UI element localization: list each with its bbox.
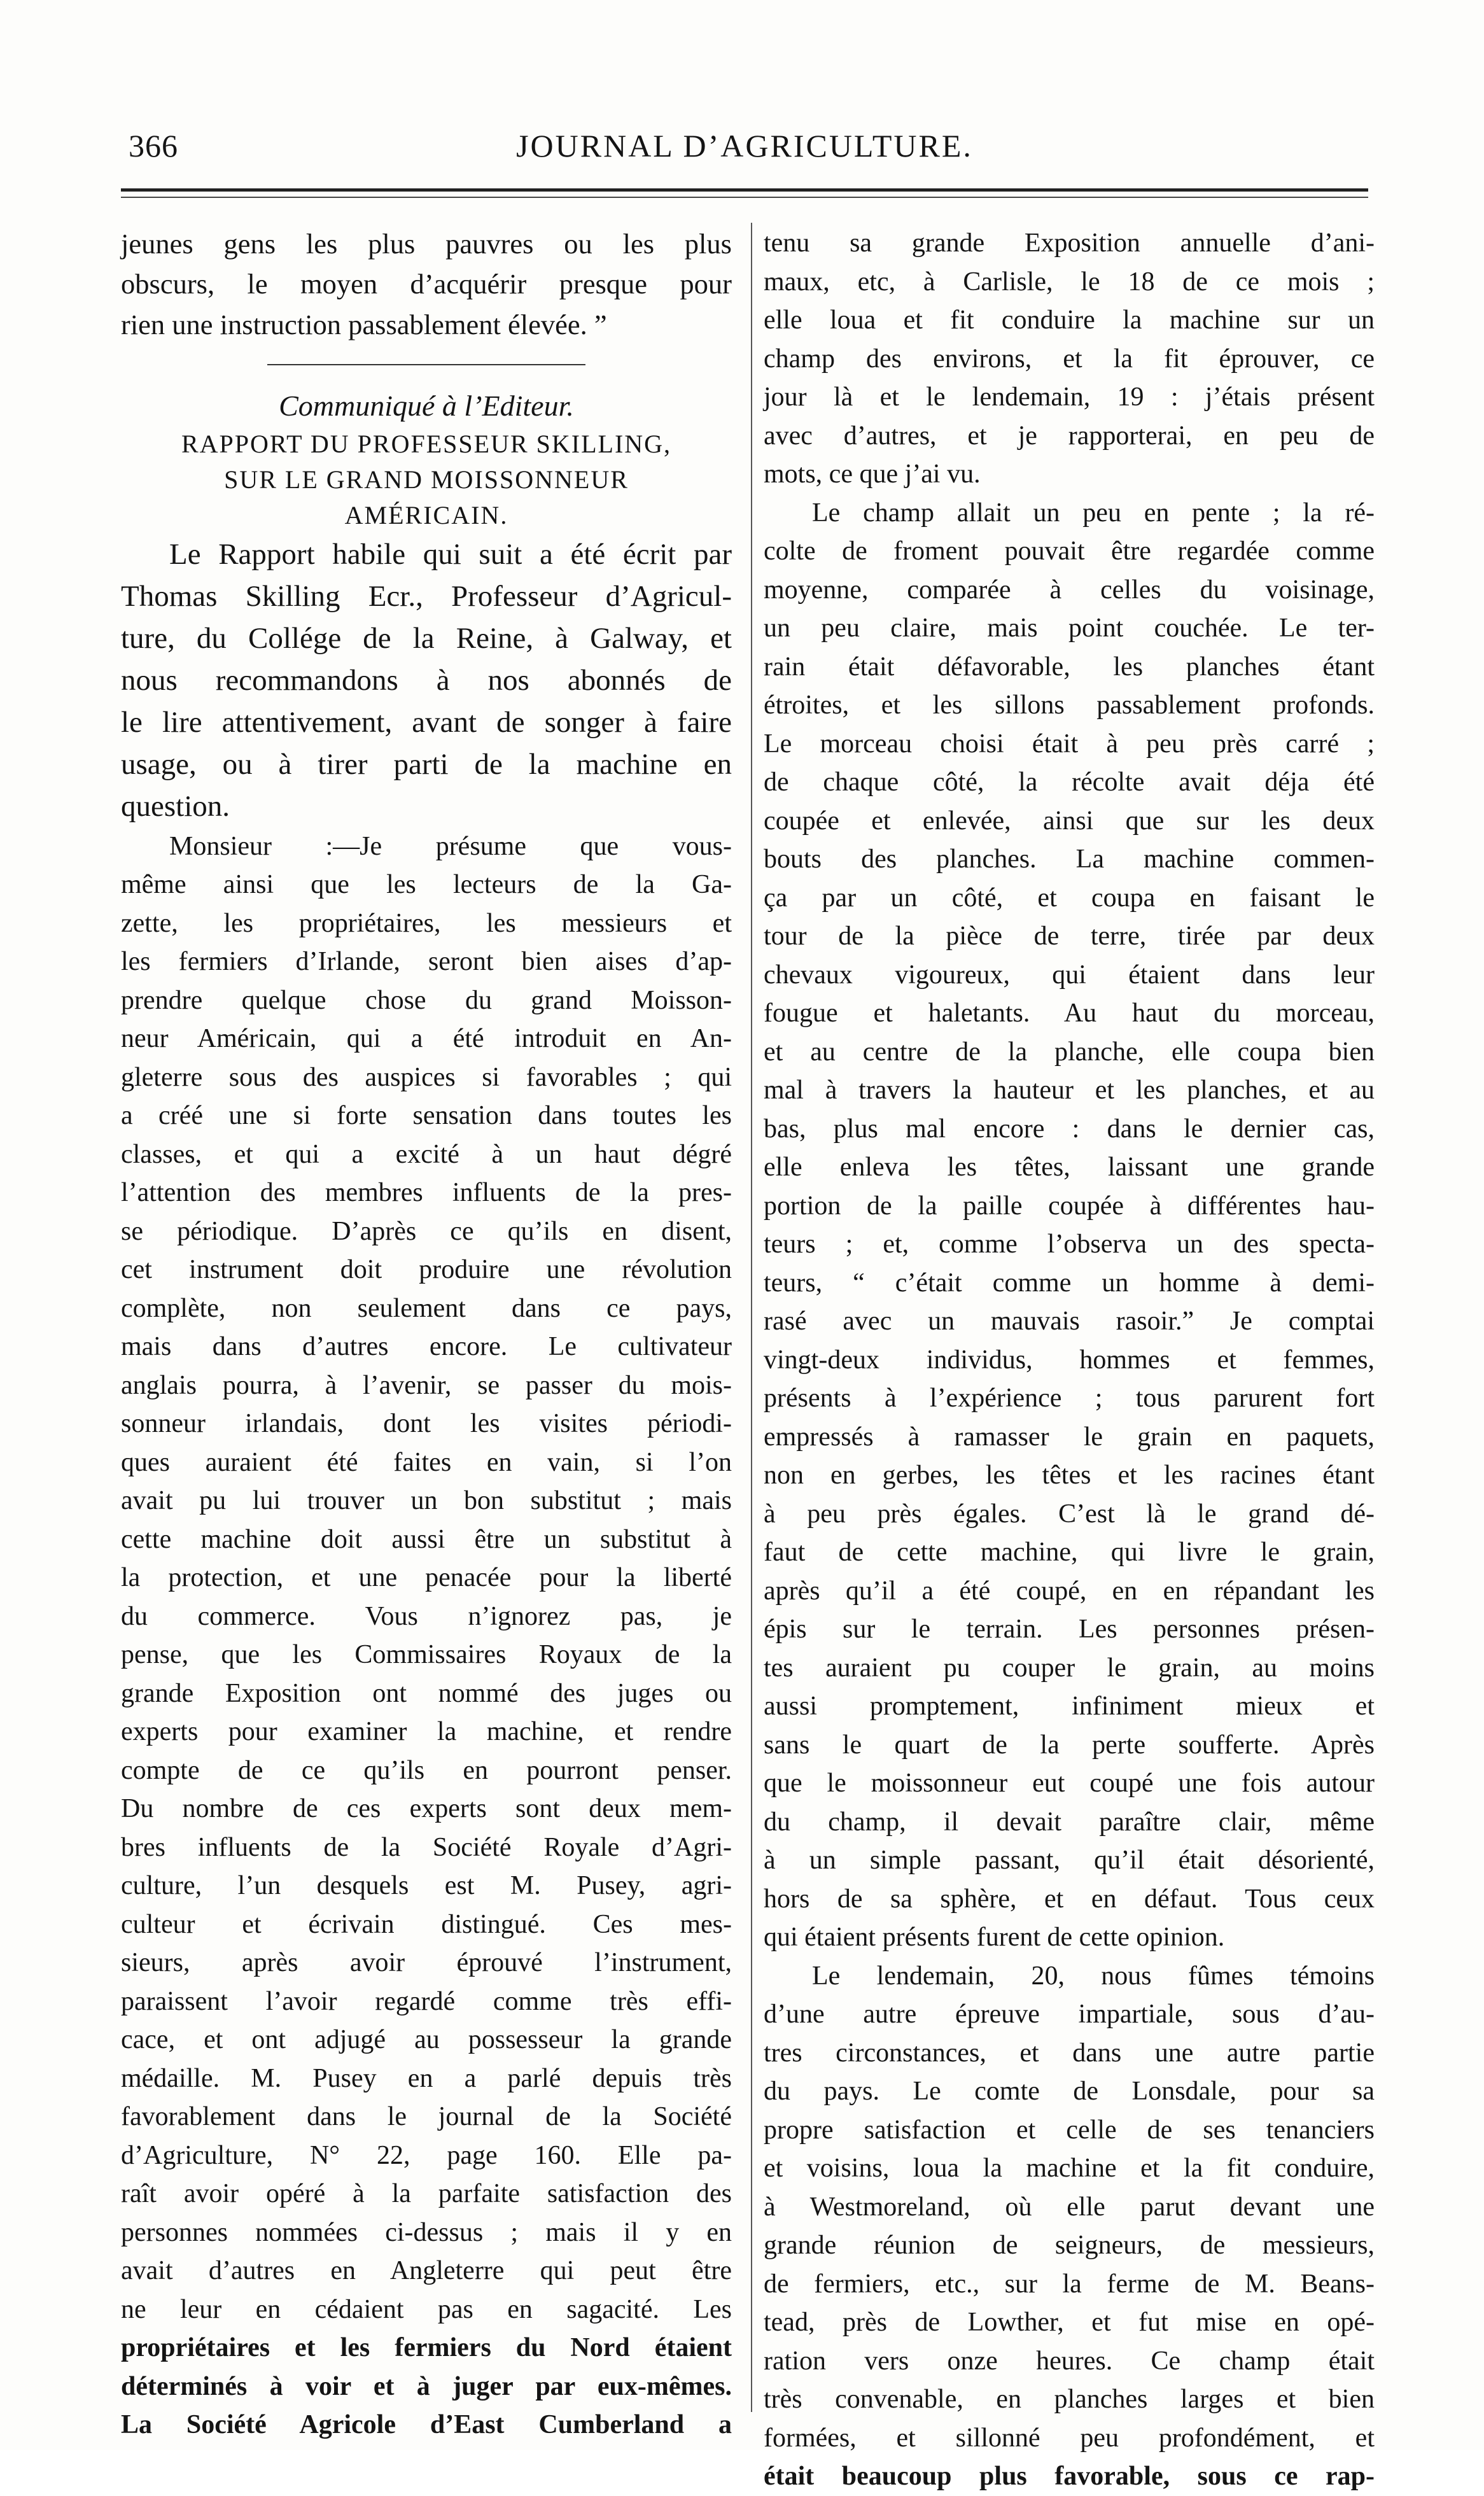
section-divider xyxy=(267,364,585,365)
text-line: compte de ce qu’ils en pourront penser. xyxy=(121,1755,732,1785)
right-paragraph-3 xyxy=(764,1957,1375,2496)
text-line: tres circonstances, et dans une autre partie xyxy=(764,2038,1375,2068)
text-line: avait d’autres en Angleterre qui peut être xyxy=(121,2256,732,2286)
text-line: propre satisfaction et celle de ses tenanciers xyxy=(764,2115,1375,2145)
text-line: question. xyxy=(121,789,230,823)
text-line: tes auraient pu couper le grain, au moins xyxy=(764,1653,1375,1683)
text-line: Le lendemain, 20, nous fûmes témoins xyxy=(812,1961,1375,1991)
text-line: neur Américain, qui a été introduit en An- xyxy=(121,1024,732,1054)
text-line: zette, les propriétaires, les messieurs et xyxy=(121,908,732,938)
text-line: Le morceau choisi était à peu près carré ; xyxy=(764,729,1375,759)
text-line: sieurs, après avoir éprouvé l’instrument, xyxy=(121,1948,732,1978)
text-line: et voisins, loua la machine et la fit conduire, xyxy=(764,2154,1375,2183)
text-line: cette machine doit aussi être un substitut à xyxy=(121,1524,732,1554)
text-line: chevaux vigoureux, qui étaient dans leur xyxy=(764,960,1375,990)
text-line: Du nombre de ces experts sont deux mem- xyxy=(121,1794,732,1824)
letter-paragraph xyxy=(121,827,732,2444)
editor-note-paragraph xyxy=(121,533,732,827)
text-line: ne leur en cédaient pas en sagacité. Les xyxy=(121,2294,732,2324)
text-line: a créé une si forte sensation dans toutes les xyxy=(121,1101,732,1131)
text-line: un peu claire, mais point couchée. Le ter- xyxy=(764,613,1375,643)
text-line: aussi promptement, infiniment mieux et xyxy=(764,1692,1375,1721)
text-line: médaille. M. Pusey en a parlé depuis très xyxy=(121,2063,732,2093)
text-line: bas, plus mal encore : dans le dernier cas, xyxy=(764,1114,1375,1144)
text-line: du commerce. Vous n’ignorez pas, je xyxy=(121,1601,732,1631)
text-line: de fermiers, etc., sur la ferme de M. Beans- xyxy=(764,2269,1375,2299)
text-line: ques auraient été faites en vain, si l’on xyxy=(121,1447,732,1477)
text-line: elle loua et fit conduire la machine sur un xyxy=(764,305,1375,335)
text-line: teurs ; et, comme l’observa un des specta- xyxy=(764,1230,1375,1259)
intro-paragraph xyxy=(121,224,732,345)
text-line: complète, non seulement dans ce pays, xyxy=(121,1293,732,1323)
text-line: rasé avec un mauvais rasoir.” Je comptai xyxy=(764,1307,1375,1336)
text-line: ture, du Collége de la Reine, à Galway, et xyxy=(121,621,732,655)
text-line: épis sur le terrain. Les personnes présen- xyxy=(764,1615,1375,1644)
text-line: classes, et qui a excité à un haut dégré xyxy=(121,1139,732,1169)
text-line: d’une autre épreuve impartiale, sous d’au- xyxy=(764,2000,1375,2029)
text-line: elle enleva les têtes, laissant une grande xyxy=(764,1153,1375,1182)
report-title xyxy=(121,426,732,533)
text-line: experts pour examiner la machine, et rendre xyxy=(121,1717,732,1747)
text-line: favorablement dans le journal de la Société xyxy=(121,2102,732,2132)
header-rule-thin xyxy=(121,197,1368,198)
text-line: nous recommandons à nos abonnés de xyxy=(121,663,732,697)
text-line: que le moissonneur eut coupé une fois autour xyxy=(764,1769,1375,1798)
text-line: mais dans d’autres encore. Le cultivateur xyxy=(121,1332,732,1362)
page-number: 366 xyxy=(129,128,178,164)
column-divider xyxy=(751,223,752,2412)
text-line: teurs, “ c’était comme un homme à demi- xyxy=(764,1268,1375,1298)
text-line: culteur et écrivain distingué. Ces mes- xyxy=(121,1909,732,1939)
text-line: gleterre sous des auspices si favorables ; qui xyxy=(121,1062,732,1092)
text-line: du champ, il devait paraître clair, même xyxy=(764,1807,1375,1837)
text-line: cet instrument doit produire une révolution xyxy=(121,1255,732,1285)
text-line: empressés à ramasser le grain en paquets, xyxy=(764,1422,1375,1452)
text-line: Le Rapport habile qui suit a été écrit par xyxy=(169,537,732,571)
right-column xyxy=(764,224,1375,2496)
text-line: à Westmoreland, où elle parut devant une xyxy=(764,2192,1375,2222)
text-line: du pays. Le comte de Lonsdale, pour sa xyxy=(764,2077,1375,2106)
text-line: grande Exposition ont nommé des juges ou xyxy=(121,1678,732,1708)
text-line: qui étaient présents furent de cette opinion. xyxy=(764,1923,1225,1952)
text-line: et au centre de la planche, elle coupa bien xyxy=(764,1037,1375,1067)
text-line: tead, près de Lowther, et fut mise en opé- xyxy=(764,2308,1375,2337)
text-line: obscurs, le moyen d’acquérir presque pour xyxy=(121,268,732,300)
text-line: de chaque côté, la récolte avait déja été xyxy=(764,768,1375,797)
text-line: avait pu lui trouver un bon substitut ; mais xyxy=(121,1486,732,1516)
running-title: JOURNAL D’AGRICULTURE. xyxy=(516,128,973,164)
text-line: jeunes gens les plus pauvres ou les plus xyxy=(121,228,732,260)
text-line: étroites, et les sillons passablement profonds. xyxy=(764,691,1375,720)
text-line: à un simple passant, qu’il était désorienté, xyxy=(764,1846,1375,1875)
text-line: rain était défavorable, les planches étant xyxy=(764,652,1375,682)
text-line: La Société Agricole d’East Cumberland a xyxy=(121,2410,732,2440)
right-paragraph-1 xyxy=(764,224,1375,494)
text-line: mots, ce que j’ai vu. xyxy=(764,459,981,489)
text-line: maux, etc, à Carlisle, le 18 de ce mois ; xyxy=(764,267,1375,297)
text-line: jour là et le lendemain, 19 : j’étais présent xyxy=(764,382,1375,412)
text-line: moyenne, comparée à celles du voisinage, xyxy=(764,575,1375,605)
text-line: tour de la pièce de terre, tirée par deux xyxy=(764,922,1375,951)
text-line: grande réunion de seigneurs, de messieurs, xyxy=(764,2231,1375,2260)
text-line: Monsieur :—Je présume que vous- xyxy=(169,831,732,861)
text-line: à peu près égales. C’est là le grand dé- xyxy=(764,1499,1375,1529)
text-line: tenu sa grande Exposition annuelle d’ani- xyxy=(764,228,1375,258)
text-line: champ des environs, et la fit éprouver, ce xyxy=(764,344,1375,374)
text-line: bouts des planches. La machine commen- xyxy=(764,845,1375,874)
text-line: portion de la paille coupée à différentes hau- xyxy=(764,1191,1375,1221)
text-line: prendre quelque chose du grand Moisson- xyxy=(121,985,732,1015)
text-line: présents à l’expérience ; tous parurent fort xyxy=(764,1384,1375,1413)
text-line: ration vers onze heures. Ce champ était xyxy=(764,2346,1375,2376)
text-line: formées, et sillonné peu profondément, et xyxy=(764,2423,1375,2453)
text-line: pense, que les Commissaires Royaux de la xyxy=(121,1640,732,1670)
page-header xyxy=(121,127,1368,178)
text-line: usage, ou à tirer parti de la machine en xyxy=(121,747,732,781)
text-line: propriétaires et les fermiers du Nord étaient xyxy=(121,2333,732,2363)
text-line: culture, l’un desquels est M. Pusey, agri- xyxy=(121,1871,732,1901)
report-title-line: AMÉRICAIN. xyxy=(344,500,508,529)
report-title-line: SUR LE GRAND MOISSONNEUR xyxy=(224,465,629,494)
text-line: avec d’autres, et je rapporterai, en peu de xyxy=(764,421,1375,451)
text-line: fougue et haletants. Au haut du morceau, xyxy=(764,999,1375,1028)
report-title-line: RAPPORT DU PROFESSEUR SKILLING, xyxy=(181,429,672,458)
text-line: hors de sa sphère, et en défaut. Tous ceux xyxy=(764,1884,1375,1914)
text-line: était beaucoup plus favorable, sous ce rap- xyxy=(764,2462,1375,2491)
header-rule-thick xyxy=(121,188,1368,192)
text-line: cace, et ont adjugé au possesseur la grande xyxy=(121,2025,732,2055)
text-line: la protection, et une penacée pour la liberté xyxy=(121,1563,732,1593)
text-line: mal à travers la hauteur et les planches, et au xyxy=(764,1076,1375,1105)
text-line: ça par un côté, et coupa en faisant le xyxy=(764,883,1375,913)
text-line: faut de cette machine, qui livre le grain, xyxy=(764,1538,1375,1567)
text-line: sonneur irlandais, dont les visites périodi- xyxy=(121,1409,732,1439)
communique-heading: Communiqué à l’Editeur. xyxy=(279,389,574,423)
text-line: déterminés à voir et à juger par eux-mêmes. xyxy=(121,2371,732,2401)
text-line: raît avoir opéré à la parfaite satisfaction des xyxy=(121,2179,732,2209)
text-line: paraissent l’avoir regardé comme très effi- xyxy=(121,1986,732,2016)
text-line: d’Agriculture, N° 22, page 160. Elle pa- xyxy=(121,2140,732,2170)
text-line: Thomas Skilling Ecr., Professeur d’Agricul- xyxy=(121,579,732,613)
text-line: rien une instruction passablement élevée. ” xyxy=(121,308,607,340)
text-line: les fermiers d’Irlande, seront bien aises d’ap- xyxy=(121,947,732,977)
text-line: très convenable, en planches larges et bien xyxy=(764,2385,1375,2414)
text-line: l’attention des membres influents de la pres- xyxy=(121,1178,732,1208)
text-line: anglais pourra, à l’avenir, se passer du mois- xyxy=(121,1370,732,1400)
text-line: se périodique. D’après ce qu’ils en disent, xyxy=(121,1216,732,1246)
text-line: colte de froment pouvait être regardée comme xyxy=(764,536,1375,566)
text-line: après qu’il a été coupé, en en répandant les xyxy=(764,1576,1375,1606)
right-paragraph-2 xyxy=(764,494,1375,1957)
text-line: vingt-deux individus, hommes et femmes, xyxy=(764,1345,1375,1375)
text-line: même ainsi que les lecteurs de la Ga- xyxy=(121,870,732,900)
text-line: non en gerbes, les têtes et les racines étant xyxy=(764,1461,1375,1490)
text-line: personnes nommées ci-dessus ; mais il y en xyxy=(121,2217,732,2247)
text-line: le lire attentivement, avant de songer à faire xyxy=(121,705,732,739)
text-line: sans le quart de la perte soufferte. Après xyxy=(764,1730,1375,1760)
text-line: coupée et enlevée, ainsi que sur les deux xyxy=(764,806,1375,836)
left-column xyxy=(121,224,732,2444)
text-line: Le champ allait un peu en pente ; la ré- xyxy=(812,498,1375,528)
text-line: bres influents de la Société Royale d’Agri- xyxy=(121,1832,732,1862)
